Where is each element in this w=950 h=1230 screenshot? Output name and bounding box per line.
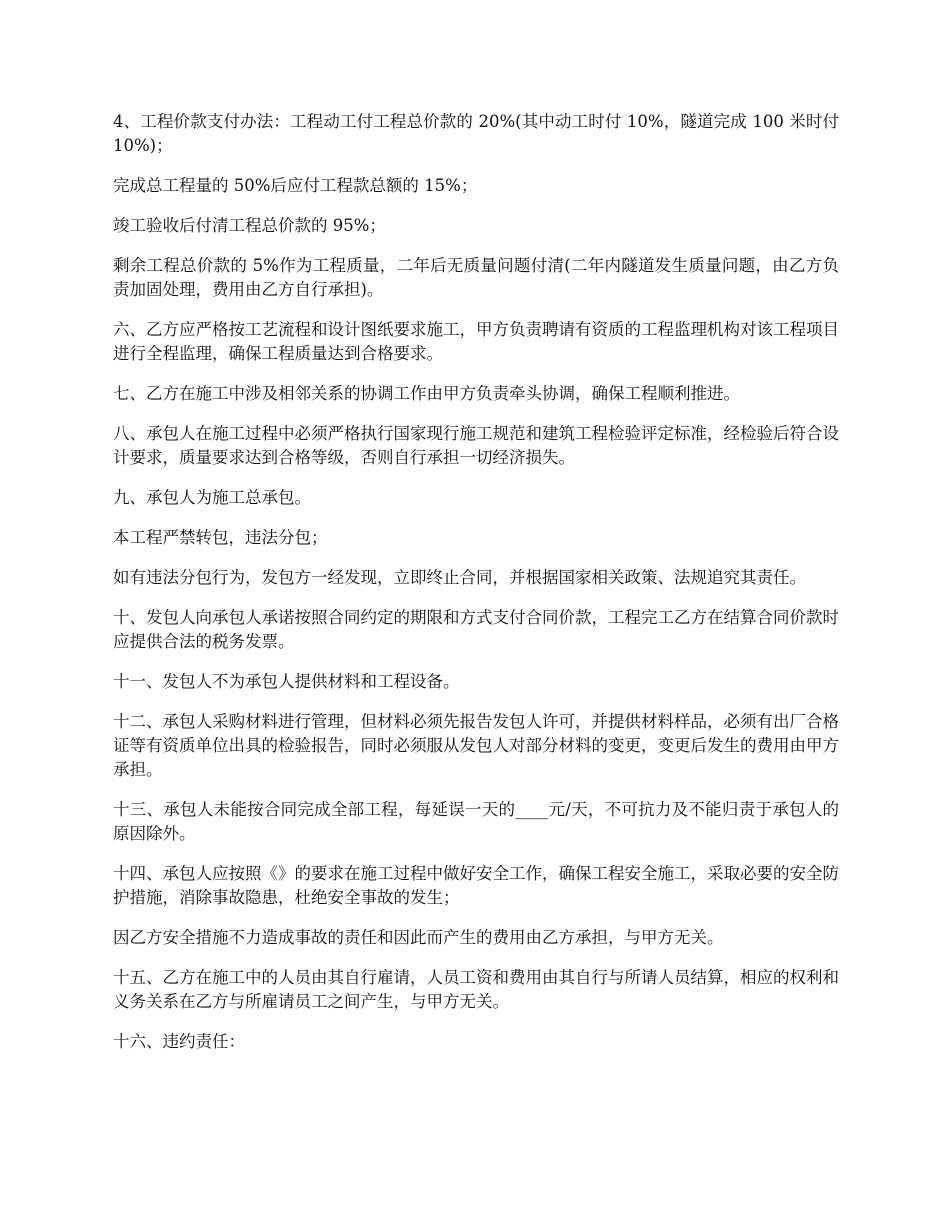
paragraph-safety-liability: 因乙方安全措施不力造成事故的责任和因此而产生的费用由乙方承担，与甲方无关。: [113, 928, 724, 947]
paragraph-clause-8: 八、承包人在施工过程中必须严格执行国家现行施工规范和建筑工程检验评定标准，经检验后符合设计要求，质量要求达到合格等级，否则自行承担一切经济损失。: [113, 424, 839, 467]
paragraph-clause-15: 十五、乙方在施工中的人员由其自行雇请，人员工资和费用由其自行与所请人员结算，相应的权利和义务关系在乙方与所雇请员工之间产生，与甲方无关。: [113, 968, 839, 1011]
paragraph-subcontract-penalty: 如有违法分包行为，发包方一经发现，立即终止合同，并根据国家相关政策、法规追究其责任。: [113, 568, 806, 587]
paragraph-payment-50-percent: 完成总工程量的 50%后应付工程款总额的 15%；: [113, 176, 478, 195]
paragraph-clause-6: 六、乙方应严格按工艺流程和设计图纸要求施工，甲方负责聘请有资质的工程监理机构对该工程项目进行全程监理，确保工程质量达到合格要求。: [113, 320, 839, 363]
paragraph-no-subcontract: 本工程严禁转包，违法分包；: [113, 528, 328, 547]
paragraph-payment-method: 4、工程价款支付办法：工程动工付工程总价款的 20%(其中动工时付 10%，隧道完成 100 米时付 10%)；: [113, 112, 839, 155]
paragraph-clause-9: 九、承包人为施工总承包。: [113, 488, 311, 507]
paragraph-clause-11: 十一、发包人不为承包人提供材料和工程设备。: [113, 672, 460, 691]
paragraph-clause-7: 七、乙方在施工中涉及相邻关系的协调工作由甲方负责牵头协调，确保工程顺利推进。: [113, 384, 740, 403]
paragraph-quality-retention: 剩余工程总价款的 5%作为工程质量，二年后无质量问题付清(二年内隧道发生质量问题，由乙方负责加固处理，费用由乙方自行承担)。: [113, 256, 839, 299]
paragraph-clause-14: 十四、承包人应按照《》的要求在施工过程中做好安全工作，确保工程安全施工，采取必要的安全防护措施，消除事故隐患，杜绝安全事故的发生；: [113, 864, 839, 907]
paragraph-clause-13: 十三、承包人未能按合同完成全部工程，每延误一天的____元/天，不可抗力及不能归责于承包人的原因除外。: [113, 800, 839, 843]
paragraph-clause-16: 十六、违约责任：: [113, 1032, 245, 1051]
paragraph-payment-completion: 竣工验收后付清工程总价款的 95%；: [113, 216, 386, 235]
paragraph-clause-12: 十二、承包人采购材料进行管理，但材料必须先报告发包人许可，并提供材料样品，必须有出厂合格证等有资质单位出具的检验报告，同时必须服从发包人对部分材料的变更，变更后发生的费用由甲方承担。: [113, 712, 839, 779]
document-body: [113, 110, 839, 1070]
paragraph-clause-10: 十、发包人向承包人承诺按照合同约定的期限和方式支付合同价款，工程完工乙方在结算合同价款时应提供合法的税务发票。: [113, 608, 839, 651]
